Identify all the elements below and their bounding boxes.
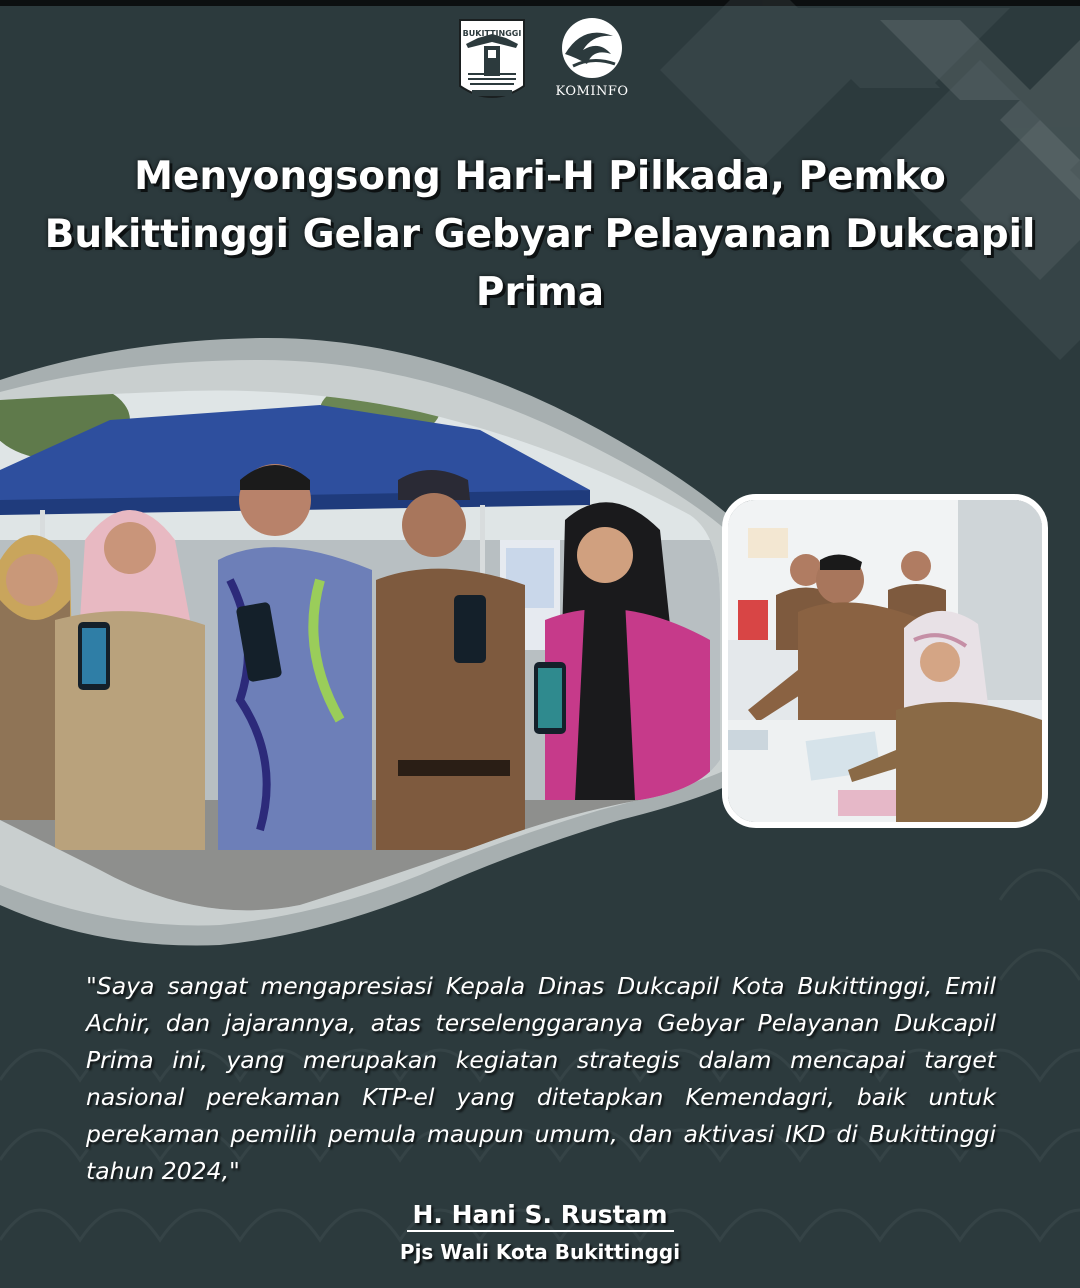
page-title: Menyongsong Hari-H Pilkada, Pemko Bukittinggi Gelar Gebyar Pelayanan Dukcapil Prima	[44, 154, 1036, 315]
secondary-photo-illustration	[728, 500, 1042, 822]
kominfo-logo-text: KOMINFO	[555, 84, 629, 99]
speaker-title: Pjs Wali Kota Bukittinggi	[399, 1240, 681, 1264]
logo-bar	[0, 14, 1080, 114]
quote-text: "Saya sangat mengapresiasi Kepala Dinas Dukcapil Kota Bukittinggi, Emil Achir, dan jajarannya, atas terselenggaranya Gebyar Pelayanan Dukcapil Prima ini, yang merupakan kegiatan strategis dalam mencapai target nasional perekaman KTP-el yang ditetapkan Kemendagri, baik untuk perekaman pemilih pemula maupun umum, dan aktivasi IKD di Bukittinggi tahun 2024,"	[86, 972, 996, 1185]
speaker-name-text: H. Hani S. Rustam	[407, 1200, 674, 1232]
speaker-name	[0, 1200, 1080, 1229]
bukittinggi-logo-text: BUKITTINGGI	[462, 29, 522, 38]
secondary-photo	[722, 494, 1048, 828]
